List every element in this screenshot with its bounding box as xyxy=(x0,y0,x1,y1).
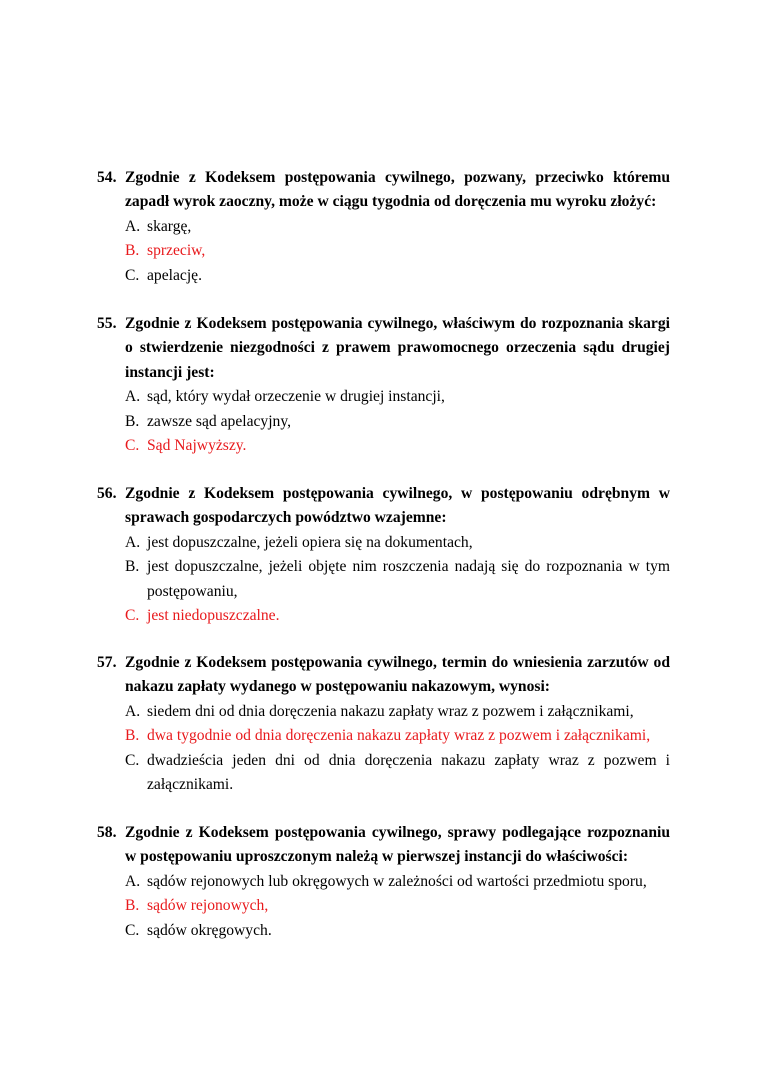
question-58 xyxy=(97,821,670,943)
answer-text: sądów rejonowych lub okręgowych w zależności od wartości przedmiotu sporu, xyxy=(147,872,647,890)
question-header xyxy=(97,312,670,385)
question-57 xyxy=(97,651,670,797)
answer-letter: C. xyxy=(125,921,140,939)
question-54 xyxy=(97,166,670,288)
answer-letter: B. xyxy=(125,897,140,915)
question-55 xyxy=(97,312,670,458)
answer-text: sądów rejonowych, xyxy=(147,897,269,915)
answer-b-correct xyxy=(97,724,670,748)
answer-letter: C. xyxy=(125,607,140,625)
answer-c-correct xyxy=(97,434,670,458)
answer-c xyxy=(97,919,670,943)
answer-text: apelację. xyxy=(147,266,202,284)
answer-list xyxy=(97,385,670,458)
question-header xyxy=(97,821,670,870)
answer-a xyxy=(97,700,670,724)
answer-text: sąd, który wydał orzeczenie w drugiej instancji, xyxy=(147,388,445,406)
answer-text: dwa tygodnie od dnia doręczenia nakazu zapłaty wraz z pozwem i załącznikami, xyxy=(147,727,651,745)
answer-b xyxy=(97,555,670,604)
question-header xyxy=(97,651,670,700)
answer-list xyxy=(97,870,670,943)
answer-list xyxy=(97,700,670,798)
answer-letter: A. xyxy=(125,533,141,551)
question-text: Zgodnie z Kodeksem postępowania cywilnego, termin do wniesienia zarzutów od nakazu zapłaty wydanego w postępowaniu nakazowym, wynosi: xyxy=(125,654,670,696)
answer-a xyxy=(97,385,670,409)
answer-letter: C. xyxy=(125,266,140,284)
answer-letter: C. xyxy=(125,437,140,455)
question-text: Zgodnie z Kodeksem postępowania cywilnego, pozwany, przeciwko któremu zapadł wyrok zaoczny, może w ciągu tygodnia od doręczenia mu wyroku złożyć: xyxy=(125,169,670,211)
answer-letter: B. xyxy=(125,558,140,576)
answer-b-correct xyxy=(97,239,670,263)
answer-a xyxy=(97,215,670,239)
question-number: 54. xyxy=(97,169,117,186)
question-text: Zgodnie z Kodeksem postępowania cywilnego, w postępowaniu odrębnym w sprawach gospodarczych powództwo wzajemne: xyxy=(125,485,670,527)
answer-text: jest dopuszczalne, jeżeli opiera się na dokumentach, xyxy=(147,533,473,551)
answer-text: sądów okręgowych. xyxy=(147,921,272,939)
question-number: 57. xyxy=(97,654,117,671)
answer-text: jest dopuszczalne, jeżeli objęte nim roszczenia nadają się do rozpoznania w tym postępowaniu, xyxy=(147,558,670,600)
answer-letter: A. xyxy=(125,872,141,890)
answer-letter: C. xyxy=(125,751,140,769)
answer-letter: B. xyxy=(125,727,140,745)
question-number: 55. xyxy=(97,315,117,332)
answer-c xyxy=(97,749,670,798)
answer-list xyxy=(97,531,670,629)
answer-b-correct xyxy=(97,894,670,918)
answer-letter: B. xyxy=(125,242,140,260)
answer-letter: B. xyxy=(125,412,140,430)
answer-text: zawsze sąd apelacyjny, xyxy=(147,412,292,430)
question-text: Zgodnie z Kodeksem postępowania cywilnego, sprawy podlegające rozpoznaniu w postępowaniu uproszczonym należą w pierwszej instancji do właściwości: xyxy=(125,824,670,866)
question-number: 56. xyxy=(97,485,117,502)
answer-letter: A. xyxy=(125,388,141,406)
question-number: 58. xyxy=(97,824,117,841)
answer-letter: A. xyxy=(125,217,141,235)
question-56 xyxy=(97,482,670,628)
answer-letter: A. xyxy=(125,702,141,720)
answer-c xyxy=(97,264,670,288)
question-header xyxy=(97,482,670,531)
answer-a xyxy=(97,531,670,555)
answer-c-correct xyxy=(97,604,670,628)
answer-text: siedem dni od dnia doręczenia nakazu zapłaty wraz z pozwem i załącznikami, xyxy=(147,702,634,720)
answer-text: sprzeciw, xyxy=(147,242,206,260)
answer-text: jest niedopuszczalne. xyxy=(147,607,280,625)
answer-text: skargę, xyxy=(147,217,192,235)
answer-text: Sąd Najwyższy. xyxy=(147,437,247,455)
answer-b xyxy=(97,410,670,434)
question-text: Zgodnie z Kodeksem postępowania cywilnego, właściwym do rozpoznania skargi o stwierdzenie niezgodności z prawem prawomocnego orzeczenia sądu drugiej instancji jest: xyxy=(125,315,670,381)
answer-text: dwadzieścia jeden dni od dnia doręczenia nakazu zapłaty wraz z pozwem i załącznikami. xyxy=(147,751,670,794)
answer-list xyxy=(97,215,670,288)
question-header xyxy=(97,166,670,215)
answer-a xyxy=(97,870,670,894)
